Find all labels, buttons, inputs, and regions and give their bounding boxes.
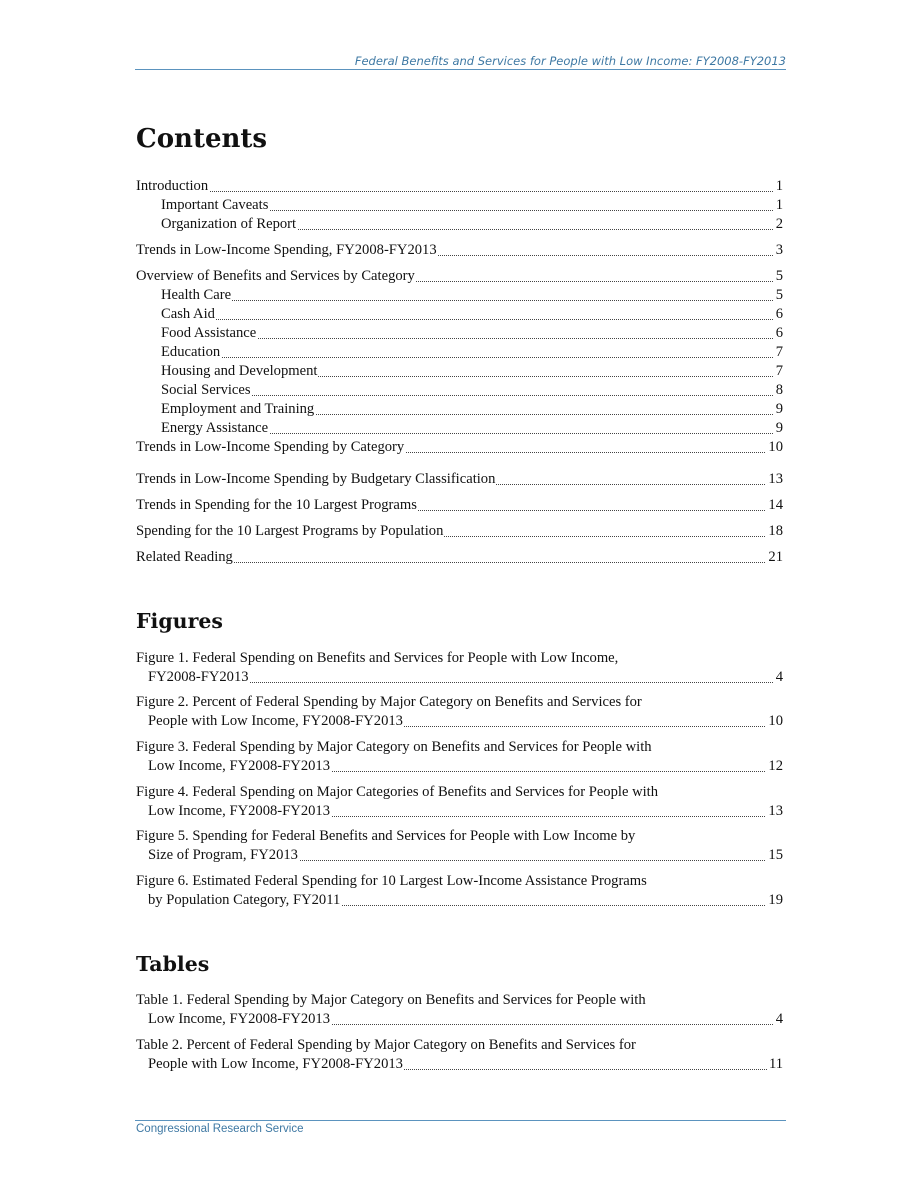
page-number: 13 (768, 803, 783, 819)
toc-entry-housing-and-development[interactable]: Housing and Development 7 (161, 363, 783, 379)
toc-group-trends (136, 241, 783, 260)
running-header: Federal Benefits and Services for People with Low Income: FY2008-FY2013 (354, 54, 786, 68)
figure-entry-5[interactable]: Figure 5. Spending for Federal Benefits and Services for People with Low Income by Size of Program, FY2013 15 (136, 828, 783, 863)
figure-entry-2[interactable]: Figure 2. Percent of Federal Spending by Major Category on Benefits and Services for People with Low Income, FY2008-FY2013 10 (136, 694, 783, 729)
dot-leader (161, 319, 783, 320)
page-number: 10 (768, 713, 783, 729)
page-number: 14 (768, 497, 783, 513)
footer-rule (135, 1120, 786, 1121)
page-number: 15 (768, 847, 783, 863)
page-number: 1 (775, 178, 783, 194)
page-number: 6 (775, 325, 783, 341)
figure-entry-3[interactable]: Figure 3. Federal Spending by Major Category on Benefits and Services for People with Low Income, FY2008-FY2013 12 (136, 739, 783, 774)
page-number: 11 (768, 1056, 783, 1072)
toc-group-largest (136, 496, 783, 515)
toc-group-overview (136, 267, 783, 457)
toc-entry-important-caveats[interactable]: Important Caveats 1 (161, 197, 783, 213)
header-rule (135, 69, 786, 70)
page-number: 8 (775, 382, 783, 398)
toc-entry-food-assistance[interactable]: Food Assistance 6 (161, 325, 783, 341)
figure-entry-1[interactable]: Figure 1. Federal Spending on Benefits and Services for People with Low Income, FY2008-FY2013 4 (136, 650, 783, 685)
toc-group-budgetary (136, 470, 783, 489)
toc-entry-education[interactable]: Education 7 (161, 344, 783, 360)
toc-entry-cash-aid[interactable]: Cash Aid 6 (161, 306, 783, 322)
page-number: 9 (775, 420, 783, 436)
page-number: 18 (768, 523, 783, 539)
dot-leader (161, 357, 783, 358)
page-number: 7 (775, 344, 783, 360)
toc-entry-energy-assistance[interactable]: Energy Assistance 9 (161, 420, 783, 436)
toc-entry-organization-of-report[interactable]: Organization of Report 2 (161, 216, 783, 232)
toc-entry-trends-largest-programs[interactable]: Trends in Spending for the 10 Largest Programs 14 (136, 497, 783, 513)
contents-heading: Contents (136, 124, 268, 154)
toc-group-introduction (136, 177, 783, 234)
page-number: 19 (768, 892, 783, 908)
page-number: 1 (775, 197, 783, 213)
figures-heading: Figures (136, 609, 223, 633)
toc-group-population (136, 522, 783, 541)
figure-entry-6[interactable]: Figure 6. Estimated Federal Spending for 10 Largest Low-Income Assistance Programs by Population Category, FY2011 19 (136, 873, 783, 908)
footer-text: Congressional Research Service (136, 1123, 304, 1135)
toc-entry-health-care[interactable]: Health Care 5 (161, 287, 783, 303)
toc-entry-employment-and-training[interactable]: Employment and Training 9 (161, 401, 783, 417)
page-number: 12 (768, 758, 783, 774)
toc-group-related (136, 548, 783, 567)
toc-entry-trends-low-income-spending[interactable]: Trends in Low-Income Spending, FY2008-FY2013 3 (136, 242, 783, 258)
page-number: 5 (775, 287, 783, 303)
page-number: 4 (775, 1011, 783, 1027)
figure-entry-4[interactable]: Figure 4. Federal Spending on Major Categories of Benefits and Services for People with Low Income, FY2008-FY2013 13 (136, 784, 783, 819)
dot-leader (136, 191, 783, 192)
page-number: 2 (775, 216, 783, 232)
page-number: 13 (768, 471, 783, 487)
toc-entry-trends-by-category[interactable]: Trends in Low-Income Spending by Category 10 (136, 439, 783, 455)
toc-entry-social-services[interactable]: Social Services 8 (161, 382, 783, 398)
table-entry-1[interactable]: Table 1. Federal Spending by Major Category on Benefits and Services for People with Low Income, FY2008-FY2013 4 (136, 992, 783, 1027)
page-number: 5 (775, 268, 783, 284)
toc-entry-related-reading[interactable]: Related Reading 21 (136, 549, 783, 565)
toc-entry-spending-by-population[interactable]: Spending for the 10 Largest Programs by Population 18 (136, 523, 783, 539)
dot-leader (161, 300, 783, 301)
page-number: 9 (775, 401, 783, 417)
page-number: 10 (768, 439, 783, 455)
dot-leader (161, 395, 783, 396)
page-number: 4 (775, 669, 783, 685)
page-number: 3 (775, 242, 783, 258)
tables-heading: Tables (136, 952, 210, 976)
toc-entry-introduction[interactable]: Introduction 1 (136, 178, 783, 194)
toc-entry-trends-budgetary[interactable]: Trends in Low-Income Spending by Budgetary Classification 13 (136, 471, 783, 487)
page-number: 21 (768, 549, 783, 565)
table-entry-2[interactable]: Table 2. Percent of Federal Spending by Major Category on Benefits and Services for People with Low Income, FY2008-FY2013 11 (136, 1037, 783, 1072)
toc-entry-overview[interactable]: Overview of Benefits and Services by Category 5 (136, 268, 783, 284)
page-number: 6 (775, 306, 783, 322)
page-number: 7 (775, 363, 783, 379)
